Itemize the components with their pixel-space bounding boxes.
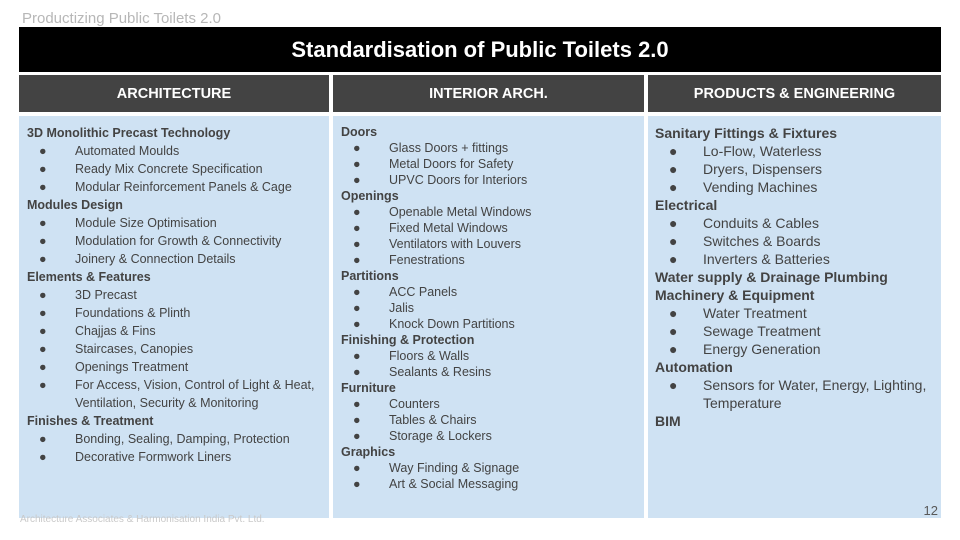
list-item-text: Floors & Walls xyxy=(389,349,470,363)
bullet-icon: ● xyxy=(669,251,678,267)
list-item-text: Conduits & Cables xyxy=(703,215,819,231)
bullet-icon: ● xyxy=(39,252,47,266)
list-item-text: Metal Doors for Safety xyxy=(389,157,514,171)
list-item xyxy=(341,140,636,156)
bullet-icon: ● xyxy=(39,216,47,230)
page-number: 12 xyxy=(923,503,938,518)
section-heading: Automation xyxy=(655,359,733,375)
list-item-text: Jalis xyxy=(389,301,415,315)
section-heading: Furniture xyxy=(341,381,396,395)
list-item-text: UPVC Doors for Interiors xyxy=(389,173,528,187)
list-item xyxy=(655,250,935,268)
list-item xyxy=(341,348,636,364)
column-body-interior-arch xyxy=(333,116,644,518)
bullet-icon: ● xyxy=(353,157,361,171)
column-header-products-engineering: PRODUCTS & ENGINEERING xyxy=(648,75,941,112)
list-item xyxy=(341,316,636,332)
bullet-icon: ● xyxy=(39,360,47,374)
list-item xyxy=(27,376,321,412)
list-item-text: For Access, Vision, Control of Light & Heat, Ventilation, Security & Monitoring xyxy=(75,378,315,410)
list-item-text: Tables & Chairs xyxy=(389,413,477,427)
list-item-text: Openable Metal Windows xyxy=(389,205,532,219)
section-heading: Doors xyxy=(341,125,378,139)
bullet-icon: ● xyxy=(39,342,47,356)
list-item-text: Knock Down Partitions xyxy=(389,317,515,331)
bullet-icon: ● xyxy=(39,324,47,338)
bullet-icon: ● xyxy=(669,143,678,159)
list-item xyxy=(341,476,636,492)
bullet-icon: ● xyxy=(353,397,361,411)
list-item-text: Modulation for Growth & Connectivity xyxy=(75,234,282,248)
list-item xyxy=(655,304,935,322)
bullet-icon: ● xyxy=(353,285,361,299)
bullet-icon: ● xyxy=(353,365,361,379)
bullet-icon: ● xyxy=(353,141,361,155)
list-item-text: 3D Precast xyxy=(75,288,137,302)
list-item-text: Lo-Flow, Waterless xyxy=(703,143,822,159)
list-item xyxy=(27,304,321,322)
architecture-list xyxy=(19,116,329,466)
list-item xyxy=(655,214,935,232)
list-item xyxy=(655,142,935,160)
interior-arch-list xyxy=(333,116,644,492)
section-heading: BIM xyxy=(655,413,681,429)
section-heading: Partitions xyxy=(341,269,399,283)
list-item-text: Foundations & Plinth xyxy=(75,306,191,320)
column-header-architecture: ARCHITECTURE xyxy=(19,75,329,112)
list-item-text: Module Size Optimisation xyxy=(75,216,217,230)
list-item xyxy=(27,322,321,340)
list-item xyxy=(341,252,636,268)
section-heading: Openings xyxy=(341,189,399,203)
list-item xyxy=(341,300,636,316)
bullet-icon: ● xyxy=(39,432,47,446)
list-item-text: Counters xyxy=(389,397,440,411)
bullet-icon: ● xyxy=(669,233,678,249)
list-item xyxy=(655,322,935,340)
deck-title: Productizing Public Toilets 2.0 xyxy=(22,10,221,27)
bullet-icon: ● xyxy=(353,461,361,475)
list-item-text: Storage & Lockers xyxy=(389,429,492,443)
bullet-icon: ● xyxy=(39,180,47,194)
list-item-text: ACC Panels xyxy=(389,285,458,299)
bullet-icon: ● xyxy=(353,317,361,331)
section-heading: Finishing & Protection xyxy=(341,333,475,347)
section-heading: Sanitary Fittings & Fixtures xyxy=(655,125,838,141)
bullet-icon: ● xyxy=(353,221,361,235)
list-item-text: Glass Doors + fittings xyxy=(389,141,509,155)
list-item-text: Joinery & Connection Details xyxy=(75,252,236,266)
list-item-text: Dryers, Dispensers xyxy=(703,161,823,177)
bullet-icon: ● xyxy=(353,237,361,251)
slide-title: Standardisation of Public Toilets 2.0 xyxy=(19,27,941,72)
list-item xyxy=(341,412,636,428)
bullet-icon: ● xyxy=(39,144,47,158)
list-item-text: Ready Mix Concrete Specification xyxy=(75,162,263,176)
list-item xyxy=(341,204,636,220)
bullet-icon: ● xyxy=(353,429,361,443)
list-item xyxy=(341,172,636,188)
list-item xyxy=(27,250,321,268)
list-item xyxy=(341,220,636,236)
list-item-text: Bonding, Sealing, Damping, Protection xyxy=(75,432,290,446)
list-item-text: Energy Generation xyxy=(703,341,821,357)
column-body-products-engineering xyxy=(648,116,941,518)
list-item-text: Way Finding & Signage xyxy=(389,461,520,475)
bullet-icon: ● xyxy=(39,162,47,176)
section-heading: Graphics xyxy=(341,445,396,459)
bullet-icon: ● xyxy=(669,179,678,195)
bullet-icon: ● xyxy=(669,305,678,321)
list-item xyxy=(341,156,636,172)
bullet-icon: ● xyxy=(353,349,361,363)
list-item-text: Modular Reinforcement Panels & Cage xyxy=(75,180,292,194)
bullet-icon: ● xyxy=(353,173,361,187)
footer-note: Architecture Associates & Harmonisation India Pvt. Ltd. xyxy=(20,514,265,525)
list-item xyxy=(27,430,321,448)
list-item-text: Ventilators with Louvers xyxy=(389,237,522,251)
section-heading: Electrical xyxy=(655,197,718,213)
list-item xyxy=(341,236,636,252)
section-heading: 3D Monolithic Precast Technology xyxy=(27,126,231,140)
list-item-text: Chajjas & Fins xyxy=(75,324,156,338)
bullet-icon: ● xyxy=(353,413,361,427)
bullet-icon: ● xyxy=(669,377,678,393)
list-item xyxy=(341,460,636,476)
list-item xyxy=(341,428,636,444)
list-item-text: Decorative Formwork Liners xyxy=(75,450,232,464)
list-item xyxy=(655,160,935,178)
list-item xyxy=(655,178,935,196)
list-item-text: Fixed Metal Windows xyxy=(389,221,508,235)
list-item xyxy=(655,232,935,250)
bullet-icon: ● xyxy=(353,205,361,219)
bullet-icon: ● xyxy=(39,288,47,302)
list-item-text: Art & Social Messaging xyxy=(389,477,519,491)
list-item xyxy=(27,214,321,232)
list-item-text: Inverters & Batteries xyxy=(703,251,830,267)
list-item xyxy=(27,142,321,160)
list-item-text: Fenestrations xyxy=(389,253,465,267)
bullet-icon: ● xyxy=(39,378,47,392)
bullet-icon: ● xyxy=(353,301,361,315)
bullet-icon: ● xyxy=(39,306,47,320)
bullet-icon: ● xyxy=(353,477,361,491)
bullet-icon: ● xyxy=(669,215,678,231)
list-item-text: Switches & Boards xyxy=(703,233,821,249)
bullet-icon: ● xyxy=(39,234,47,248)
list-item-text: Sealants & Resins xyxy=(389,365,492,379)
list-item-text: Staircases, Canopies xyxy=(75,342,194,356)
section-heading: Modules Design xyxy=(27,198,123,212)
list-item xyxy=(27,340,321,358)
list-item-text: Vending Machines xyxy=(703,179,818,195)
list-item-text: Water Treatment xyxy=(703,305,807,321)
list-item xyxy=(27,286,321,304)
list-item xyxy=(27,358,321,376)
products-engineering-list xyxy=(648,116,941,430)
list-item xyxy=(27,448,321,466)
section-heading: Finishes & Treatment xyxy=(27,414,154,428)
column-body-architecture xyxy=(19,116,329,518)
column-header-interior-arch: INTERIOR ARCH. xyxy=(333,75,644,112)
bullet-icon: ● xyxy=(39,450,47,464)
list-item xyxy=(341,364,636,380)
list-item xyxy=(27,160,321,178)
bullet-icon: ● xyxy=(669,341,678,357)
bullet-icon: ● xyxy=(353,253,361,267)
list-item xyxy=(27,232,321,250)
list-item-text: Openings Treatment xyxy=(75,360,189,374)
bullet-icon: ● xyxy=(669,161,678,177)
section-heading: Elements & Features xyxy=(27,270,151,284)
list-item xyxy=(27,178,321,196)
list-item-text: Automated Moulds xyxy=(75,144,180,158)
section-heading: Machinery & Equipment xyxy=(655,287,815,303)
list-item-text: Sensors for Water, Energy, Lighting, Temperature xyxy=(703,377,927,411)
section-heading: Water supply & Drainage Plumbing xyxy=(655,269,888,285)
list-item-text: Sewage Treatment xyxy=(703,323,821,339)
list-item xyxy=(655,376,935,412)
list-item xyxy=(341,284,636,300)
list-item xyxy=(655,340,935,358)
bullet-icon: ● xyxy=(669,323,678,339)
list-item xyxy=(341,396,636,412)
